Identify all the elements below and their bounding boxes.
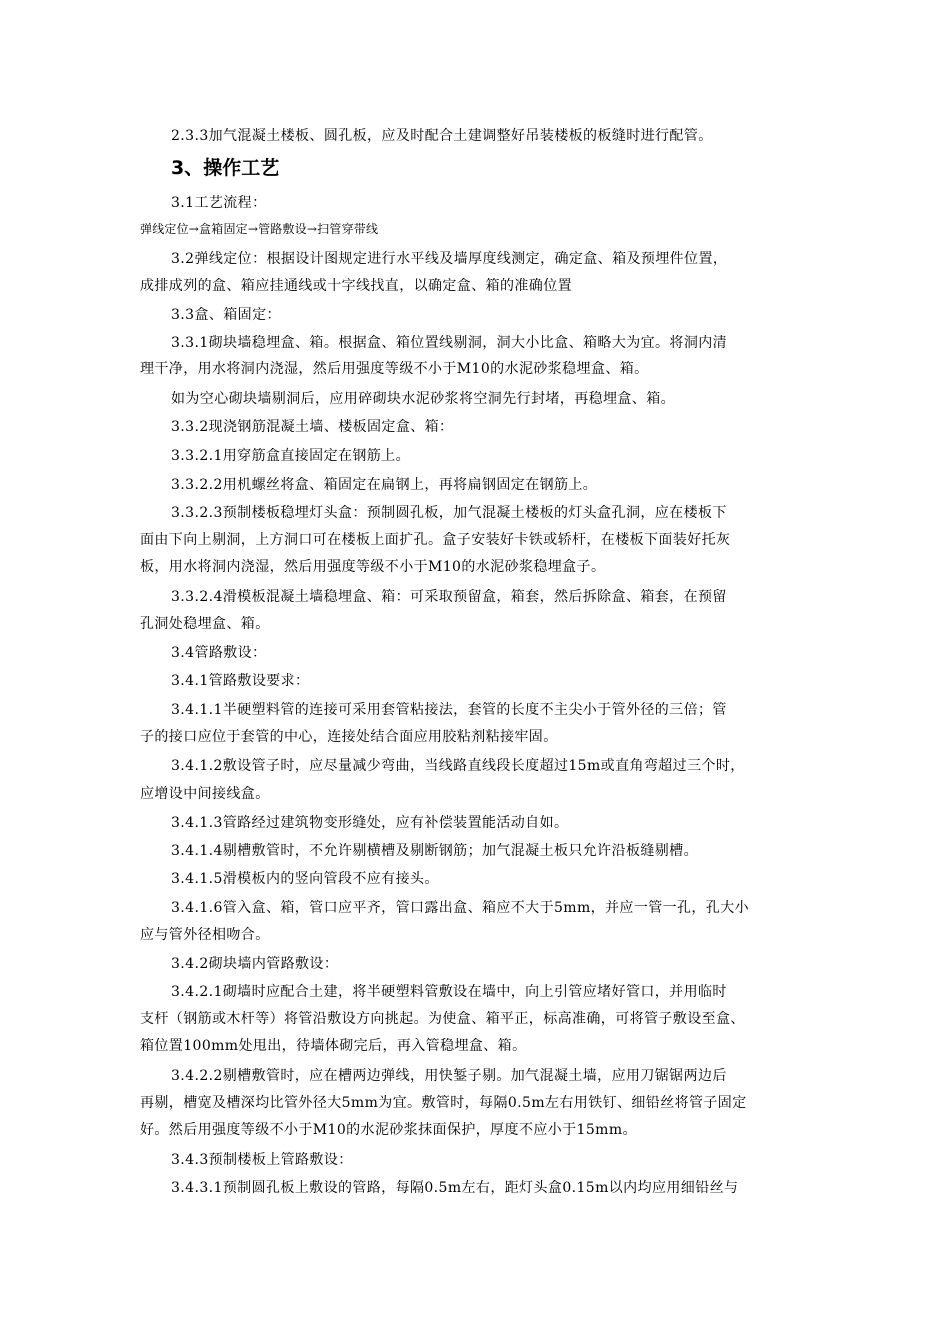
paragraph-line: 3.4.3.1预制圆孔板上敷设的管路，每隔0.5m左右，距灯头盒0.15m以内均应用细铅丝与 [171, 1180, 739, 1196]
paragraph-line: 面由下向上剔洞，上方洞口可在楼板上面扩孔。盒子安装好卡铁或轿杆，在楼板下面装好托灰 [140, 532, 731, 548]
paragraph-line: 3.3.2.2用机螺丝将盒、箱固定在扁钢上，再将扁钢固定在钢筋上。 [171, 477, 598, 493]
paragraph-line: 应增设中间接线盒。 [140, 786, 270, 802]
paragraph-line: 3.4.1.4剔槽敷管时，不允许剔横槽及剔断钢筋；加气混凝土板只允许沿板缝剔槽。 [171, 843, 698, 859]
paragraph-line: 3.4.1管路敷设要求： [171, 673, 310, 689]
paragraph-line: 2.3.3加气混凝土楼板、圆孔板，应及时配合土建调整好吊装楼板的板缝时进行配管。 [171, 128, 713, 144]
paragraph-line: 3.1工艺流程： [171, 195, 267, 211]
paragraph-line: 3.3.2.4滑模板混凝土墙稳埋盒、箱：可采取预留盒，箱套，然后拆除盒、箱套，在预留 [171, 589, 727, 605]
paragraph-line: 3.4管路敷设： [171, 645, 267, 661]
paragraph-line: 3.4.1.3管路经过建筑物变形缝处，应有补偿装置能活动自如。 [171, 815, 569, 831]
section-heading: 3、操作工艺 [171, 157, 280, 179]
paragraph-line: 3.4.3预制楼板上管路敷设： [171, 1152, 353, 1168]
paragraph-line: 3.4.1.6管入盒、箱，管口应平齐，管口露出盒、箱应不大于5mm，并应一管一孔，孔大小 [171, 900, 750, 916]
paragraph-line: 3.4.1.5滑模板内的竖向管段不应有接头。 [171, 871, 439, 887]
paragraph-line: 应与管外径相吻合。 [140, 927, 270, 943]
paragraph-line: 子的接口应位于套管的中心，连接处结合面应用胶粘剂粘接牢固。 [140, 729, 558, 745]
paragraph-line: 板，用水将洞内浇湿，然后用强度等级不小于M10的水泥砂浆稳埋盒子。 [140, 559, 606, 575]
paragraph-line: 3.3.2.3预制楼板稳埋灯头盒：预制圆孔板，加气混凝土楼板的灯头盒孔洞，应在楼板下 [171, 505, 727, 521]
paragraph-line: 好。然后用强度等级不小于M10的水泥砂浆抹面保护，厚度不应小于15mm。 [140, 1122, 637, 1138]
paragraph-line: 3.4.1.1半硬塑料管的连接可采用套管粘接法，套管的长度不主尖小于管外径的三倍；管 [171, 702, 727, 718]
paragraph-line: 箱位置100mm处甩出，待墙体砌完后，再入管稳埋盒、箱。 [140, 1038, 527, 1054]
process-flow-line: 弹线定位→盒箱固定→管路敷设→扫管穿带线 [140, 222, 379, 236]
paragraph-line: 再剔，槽宽及槽深均比管外径大5mm为宜。敷管时，每隔0.5m左右用铁钉、细铅丝将管子固定 [140, 1095, 747, 1111]
paragraph-line: 3.4.2砌块墙内管路敷设： [171, 956, 339, 972]
paragraph-line: 3.3.2.1用穿筋盒直接固定在钢筋上。 [171, 448, 410, 464]
paragraph-line: 3.3盒、箱固定： [171, 307, 281, 323]
paragraph-line: 理干净，用水将洞内浇湿，然后用强度等级不小于M10的水泥砂浆稳埋盒、箱。 [140, 361, 649, 377]
paragraph-line: 3.4.1.2敷设管子时，应尽量减少弯曲，当线路直线段长度超过15m或直角弯超过三个时， [171, 758, 745, 774]
paragraph-line: 3.3.1砌块墙稳埋盒、箱。根据盒、箱位置线剔洞，洞大小比盒、箱略大为宜。将洞内清 [171, 335, 728, 351]
paragraph-line: 3.4.2.2剔槽敷管时，应在槽两边弹线，用快錾子剔。加气混凝土墙，应用刀锯锯两边后 [171, 1068, 727, 1084]
paragraph-line: 3.4.2.1砌墙时应配合土建，将半硬塑料管敷设在墙中，向上引管应堵好管口，并用临时 [171, 984, 727, 1000]
paragraph-line: 如为空心砌块墙剔洞后，应用碎砌块水泥砂浆将空洞先行封堵，再稳埋盒、箱。 [171, 391, 675, 407]
paragraph-line: 支杆（钢筋或木杆等）将管沿敷设方向挑起。为使盒、箱平正，标高准确，可将管子敷设至盒、 [140, 1011, 745, 1027]
paragraph-line: 孔洞处稳埋盒、箱。 [140, 616, 270, 632]
paragraph-line: 成排成列的盒、箱应挂通线或十字线找直，以确定盒、箱的准确位置 [140, 278, 572, 294]
paragraph-line: 3.2弹线定位：根据设计图规定进行水平线及墙厚度线测定，确定盒、箱及预埋件位置， [171, 251, 728, 267]
paragraph-line: 3.3.2现浇钢筋混凝土墙、楼板固定盒、箱： [171, 419, 454, 435]
